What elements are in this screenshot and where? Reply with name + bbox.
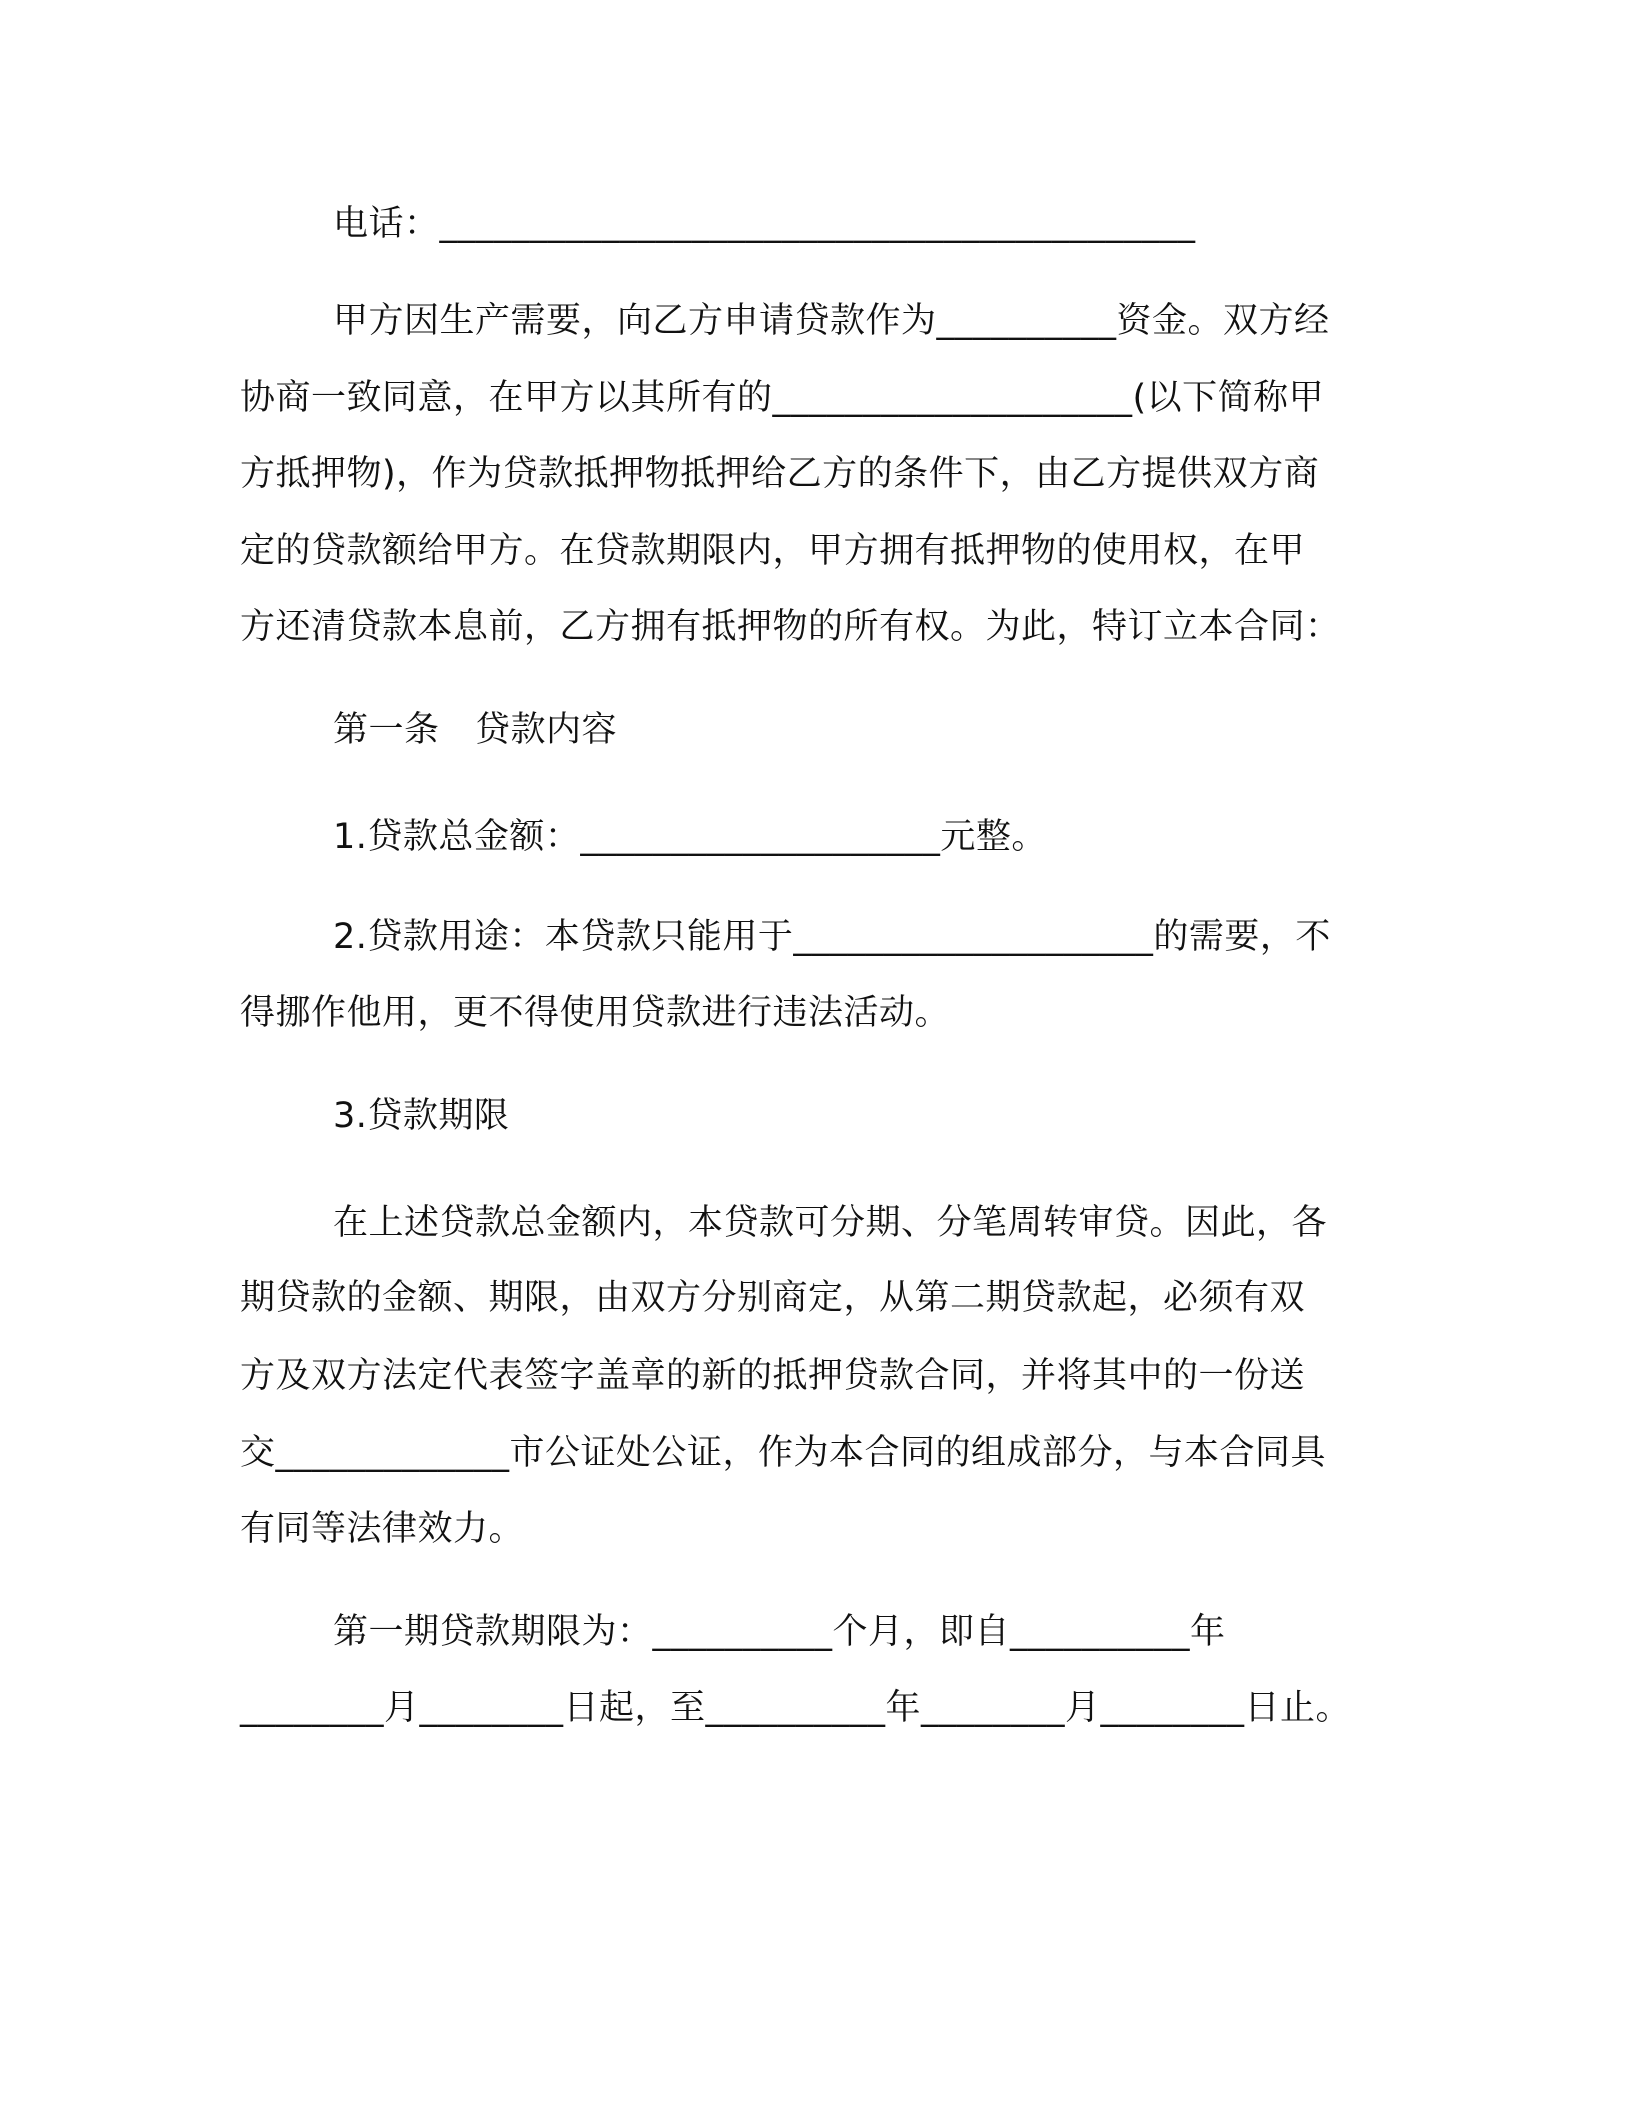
paragraph-line: 交_____________市公证处公证，作为本合同的组成部分，与本合同具 bbox=[240, 1433, 1327, 1473]
clause-line: 得挪作他用，更不得使用贷款进行违法活动。 bbox=[240, 993, 951, 1033]
clause-line: 3.贷款期限 bbox=[333, 1096, 510, 1136]
paragraph-line: 有同等法律效力。 bbox=[240, 1509, 525, 1549]
paragraph-line: 方还清贷款本息前，乙方拥有抵押物的所有权。为此，特订立本合同： bbox=[240, 607, 1341, 647]
clause-line: 1.贷款总金额：____________________元整。 bbox=[333, 817, 1047, 857]
paragraph-line: 期贷款的金额、期限，由双方分别商定，从第二期贷款起，必须有双 bbox=[240, 1278, 1306, 1318]
term-line: 第一期贷款期限为：__________个月，即自__________年 bbox=[333, 1612, 1226, 1652]
paragraph-line: 甲方因生产需要，向乙方申请贷款作为__________资金。双方经 bbox=[333, 301, 1330, 341]
paragraph-line: 在上述贷款总金额内，本贷款可分期、分笔周转审贷。因此，各 bbox=[333, 1203, 1328, 1243]
paragraph-line: 定的贷款额给甲方。在贷款期限内，甲方拥有抵押物的使用权，在甲 bbox=[240, 531, 1306, 571]
paragraph-line: 方抵押物)，作为贷款抵押物抵押给乙方的条件下，由乙方提供双方商 bbox=[240, 454, 1320, 494]
paragraph-line: 协商一致同意，在甲方以其所有的____________________(以下简称甲 bbox=[240, 378, 1325, 418]
clause-line: 2.贷款用途：本贷款只能用于____________________的需要，不 bbox=[333, 917, 1331, 957]
term-line: ________月________日起，至__________年________月________日止。 bbox=[240, 1688, 1352, 1728]
phone-line: 电话：__________________________________________ bbox=[333, 204, 1196, 244]
paragraph-line: 方及双方法定代表签字盖章的新的抵押贷款合同，并将其中的一份送 bbox=[240, 1356, 1306, 1396]
article-heading: 第一条 贷款内容 bbox=[333, 710, 618, 750]
